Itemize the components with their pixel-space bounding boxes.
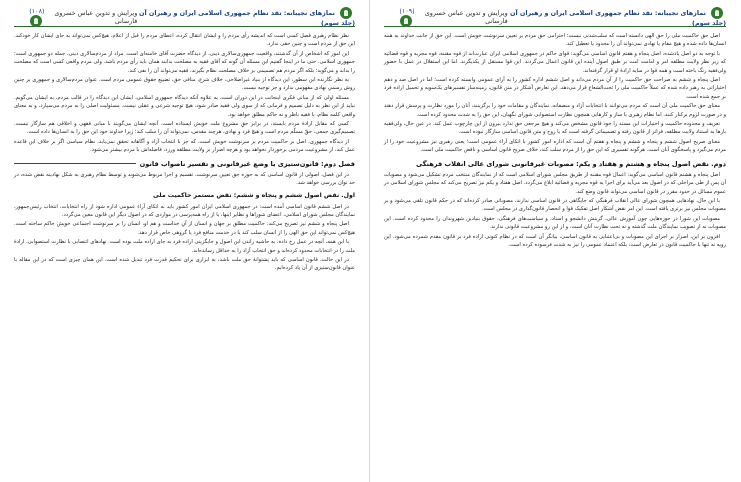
right-header-emblem-icon-2 bbox=[400, 15, 412, 27]
right-para-8: با این حال، نهادهایی همچون شورای عالی انقلاب فرهنگی که جایگاهی در قانون اساسی ندارند، مصوباتی صادر کرده‌اند که در حکم قانون تلقی می‌شود و بر مصوبات مجلس نیز برتری یافته است. این امر نقض آشکار اصل تفکیک قوا و انحصار قانون‌گذاری در مجلس است. bbox=[384, 197, 726, 213]
right-para-1: اصل حق حاکمیت ملی را حق الهی دانسته است که سلب‌شدنی نیست؛ احترامی حق مردم بر تعیین سرنوشت خویش است. این حق از جانب خداوند به همه انسان‌ها داده شده و هیچ مقام یا نهادی نمی‌تواند آن را محدود یا تعطیل کند. bbox=[384, 33, 726, 48]
right-para-10: افزون بر این، اصرار بر اجرای این مصوبات و بی‌اعتنایی به قانون اساسی، بیانگر آن است که در نظام کنونی اراده فرد بر قانون مقدم شمرده می‌شود. این رویه نه تنها با حاکمیت قانون در تعارض است، بلکه اعتماد عمومی را نیز به شدت فرسوده کرده است. bbox=[384, 233, 726, 248]
left-para-8: اصل پنجاه و ششم نیز تصریح می‌کند: حاکمیت مطلق بر جهان و انسان از آنِ خداست و هم او، انسان را بر سرنوشت اجتماعی خویش حاکم ساخته است. هیچ‌کس نمی‌تواند این حق الهی را از انسان سلب کند یا در خدمت منافع فرد یا گروهی خاص قرار دهد. bbox=[14, 221, 355, 236]
heading-rule bbox=[14, 163, 136, 165]
left-para-10: در این حالت، قانون اساسی که باید پشتوانهٔ حق ملت باشد، به ابزاری برای تحکیم قدرت فرد تبدیل شده است. این همان چیزی است که در این مقاله با عنوان قانون‌ستیزی از آن یاد کرده‌ایم. bbox=[14, 256, 355, 272]
left-para-3: به نظر نگارنده این سطور، این دیدگاه از بنیاد غیراصلاحی، خلاف شرع، منافی حق، تضییع حقوق عمومی مردم است. عنوان مردم‌سالاری و جمهوری بر چنین روش رسمیِ نهادی مفهومی ندارد و جز توجیه نیست. bbox=[14, 77, 355, 92]
left-header-emblem-icon-2 bbox=[30, 15, 42, 27]
left-page-body bbox=[14, 32, 355, 273]
left-header-title: نمازهای نجیبانه: نقد نظام جمهوری اسلامی ایران و رهبران آن (جلد سوم) bbox=[139, 9, 355, 27]
left-para-2: این امور که اشخاص از آن گذشتند، واقعیت جمهوری‌سالاری دینی، از دیدگاه حضرت آقای خامنه‌ای است. مراد از مردم‌سالاری دینی، جمله دو جمهوری است؛ جمهوری اسلامی. حتی ما در اینجا گفتیم این مسئله آن گونه که آقای فقیه به مصلحت بدانند همان باید رأی مردم باشد. ولی مردم واقعی کسی است که مصلحت را بداند و می‌گوید؛ بلکه اگر مردم هم تصمیمی بر خلاف مصلحت نظام بگیرند، فقیه می‌تواند آن را نفی کند. bbox=[14, 50, 355, 74]
left-header-page-number: (۱۰۸) bbox=[14, 7, 45, 27]
right-para-2: با توجه به دو اصل یادشده، اصل پنجاه و هفتم قانون اساسی می‌گوید: قوای حاکم در جمهوری اسلامی ایران عبارت‌اند از قوه مقننه، قوه مجریه و قوه قضائیه که زیر نظر ولایت مطلقه امر و امامت امت بر طبق اصول آینده این قانون اعمال می‌گردند. این قوا مستقل از یکدیگرند. اما این استقلال در عمل با حضور ولی‌فقیه رنگ باخته است و همه قوا در سایه ارادهٔ او قرار گرفته‌اند. bbox=[384, 50, 726, 74]
left-para-4: مسئله اولی که از مبانی فکری اینجانب در این دوران است، به علاوه آنکه دیدگاه جمهوری اسلامی، ایشان این دیدگاه را در قالب مردم، به ایشان می‌گویم. نباید از این نظر به دلیل تصمیم و فرمانی که از سوی ولی فقیه صادر شود، هیچ توجیه شرعی و عقلی نیست. مسئولیت اصلی را به مردم می‌سپارد، و به معنای واقعی کلمه نظام، با فقیه ناظر و نه حاکم مطلق خواهد بود. bbox=[14, 94, 355, 118]
left-header-emblem-icon bbox=[340, 7, 352, 19]
right-para-9: مصوبات این شورا در حوزه‌هایی چون آموزش عالی، گزینش دانشجو و استاد، و سیاست‌های فرهنگی، حقوق بنیادین شهروندان را محدود کرده است. این مصوبات نه از تصویب نمایندگان ملت گذشته و نه تحت نظارت آنان است، و از این رو مشروعیت قانونی ندارند. bbox=[384, 215, 726, 231]
right-para-3: اصل پنجاه و ششم به صراحت حق حاکمیت را از آنِ مردم می‌داند و اصل ششم اداره کشور را به آرای عمومی وابسته کرده است؛ اما در اصل صد و دهم اختیاراتی به رهبر داده شده که عملاً حاکمیت ملی را تحت‌الشعاع قرار می‌دهد. این تعارض آشکار در متن قانون، زمینه‌ساز تفسیرهای یک‌سویه و تحمیل اراده فرد بر جمع شده است. bbox=[384, 77, 726, 100]
left-para-9: با این همه، آنچه در عمل رخ داده، به حاشیه راندن این اصول و جایگزینی اراده فرد به جای اراده ملت بوده است. نهادهای انتصابی با نظارت استصوابی، ارادهٔ ملت را در انتخابات محدود کرده‌اند و حق انتخاب آزاد را به حداقل رسانده‌اند. bbox=[14, 239, 355, 254]
right-para-5: تعریف و محدوده حاکمیت و اختیارات این مسند را خود قانون مشخص می‌کند و هیچ مرجعی حق ندارد بیرون از این چارچوب عمل کند. در عین حال، ولی‌فقیه بارها به استناد ولایت مطلقه، فراتر از قانون رفته و تصمیماتی گرفته است که با روح و متن قانون اساسی سازگار نبوده است. bbox=[384, 121, 726, 136]
right-header-emblem-icon bbox=[711, 7, 723, 19]
right-para-7: اصل پنجاه و هشتم قانون اساسی می‌گوید: اعمال قوه مقننه از طریق مجلس شورای اسلامی است که از نمایندگان منتخب مردم تشکیل می‌شود و مصوبات آن پس از طی مراحلی که در اصول بعد می‌آید برای اجرا به قوه مجریه و قضائیه ابلاغ می‌گردد. اصل هفتاد و یکم نیز تصریح می‌کند که مجلس شورای اسلامی در عموم مسائل در حدود مقرر در قانون اساسی می‌تواند قانون وضع کند. bbox=[384, 171, 726, 195]
right-page bbox=[370, 0, 740, 482]
left-para-7: در اصل ششم قانون اساسی آمده است: در جمهوری اسلامی ایران امور کشور باید به اتکای آراء عمومی اداره شود از راه انتخابات، انتخاب رئیس‌جمهور، نمایندگان مجلس شورای اسلامی، اعضای شوراها و نظایر اینها، یا از راه همه‌پرسی در مواردی که در اصول دیگر این قانون معین می‌گردد. bbox=[14, 203, 355, 218]
left-chapter-heading: فصل دوم: قانون‌ستیزی یا وضع غیرقانونی و تفسیر ناصواب قانون bbox=[14, 159, 355, 169]
right-para-4: معنای حق حاکمیت ملی آن است که مردم می‌توانند با انتخابات آزاد و منصفانه، نمایندگان و مقامات خود را برگزینند، آنان را مورد نظارت و پرسش قرار دهند و در صورت لزوم برکنار کنند. اما نظام رهبری با ساز و کارهایی همچون نظارت استصوابی شورای نگهبان، این حق را به شدت محدود کرده است. bbox=[384, 103, 726, 118]
left-para-5: کسی که مقابل ارادهٔ مردم بایستد، در برابر حقِ مشروع ملت خویش ایستاده است. آنچه ایشان می‌گویند با مبانی فقهی و اخلاقی هم سازگار نیست. تصمیم‌گیری جمعی، حقّ مسلّم مردم است و هیچ فرد و نهادی، هرچند مقدس، نمی‌تواند آن را سلب کند؛ زیرا خداوند خود این حق را به انسان‌ها داده است. bbox=[14, 121, 355, 136]
right-header-editor: ویرایش و تدوین عباس خسروی فارسانی bbox=[424, 9, 508, 25]
left-page bbox=[0, 0, 370, 482]
left-chapter-intro: در این فصل، اصولی از قانون اساسی که به حوزه حق تعیین سرنوشت، تقسیم و اجرا مربوط می‌شوند و توسط نظام رهبری به شکل نهادینه نقض شده، در حد توان بررسی خواهد شد. bbox=[14, 171, 355, 187]
left-page-header bbox=[14, 8, 355, 27]
right-header-page-number: (۱۰۹) bbox=[384, 7, 415, 27]
right-page-header bbox=[384, 8, 726, 27]
left-header-editor: ویرایش و تدوین عباس خسروی فارسانی bbox=[54, 9, 138, 25]
right-section-heading: دوم. نقض اصول پنجاه و هشتم و هفتاد و یکم: مصوبات غیرقانونی شورای عالی انقلاب فرهنگی bbox=[416, 159, 726, 168]
right-page-body bbox=[384, 32, 726, 249]
left-para-1: نظر نظام رهبری فصل کسی است که اندیشه رأی مردم را و ایشان انتقال کرده، اعطای مردم را قبل از اعلام، هیچ‌کس نمی‌تواند به جای ایشان کار خودکند. این حق از مردم است و چنین حقی ندارد. bbox=[14, 33, 355, 48]
right-header-title: نمازهای نجیبانه: نقد نظام جمهوری اسلامی ایران و رهبران آن (جلد سوم) bbox=[510, 9, 726, 27]
left-para-6: از دیدگاه جمهوری، اصل بر حاکمیت مردم بر سرنوشت خویش است، که جز با انتخاب آزاد و آگاهانه تحقق نمی‌یابد. نظام سیاسی اگر بر خلاف این قاعده عمل کند، از مشروعیت مردمی برخوردار نخواهد بود و هرچه اصرار بر ولایت مطلقه ورزد، فاصله‌اش با مردم بیشتر می‌شود. bbox=[14, 138, 355, 154]
right-para-6: معنای صریح اصول ششم و پنجاه و ششم و پنجاه و هفتم آن است که اداره امور کشور با اتکای آراء عمومی است؛ یعنی رهبری نیز مشروعیت خود را از مردم می‌گیرد و پاسخگوی آنان است. هرگونه تفسیری که این حق را از مردم سلب کند، خلاف صریح قانون اساسی و ناقض حاکمیت ملی است. bbox=[384, 138, 726, 154]
left-subheading: اول. نقض اصول ششم و پنجاه و ششم: نقض مستمر حاکمیت ملی bbox=[153, 191, 355, 199]
